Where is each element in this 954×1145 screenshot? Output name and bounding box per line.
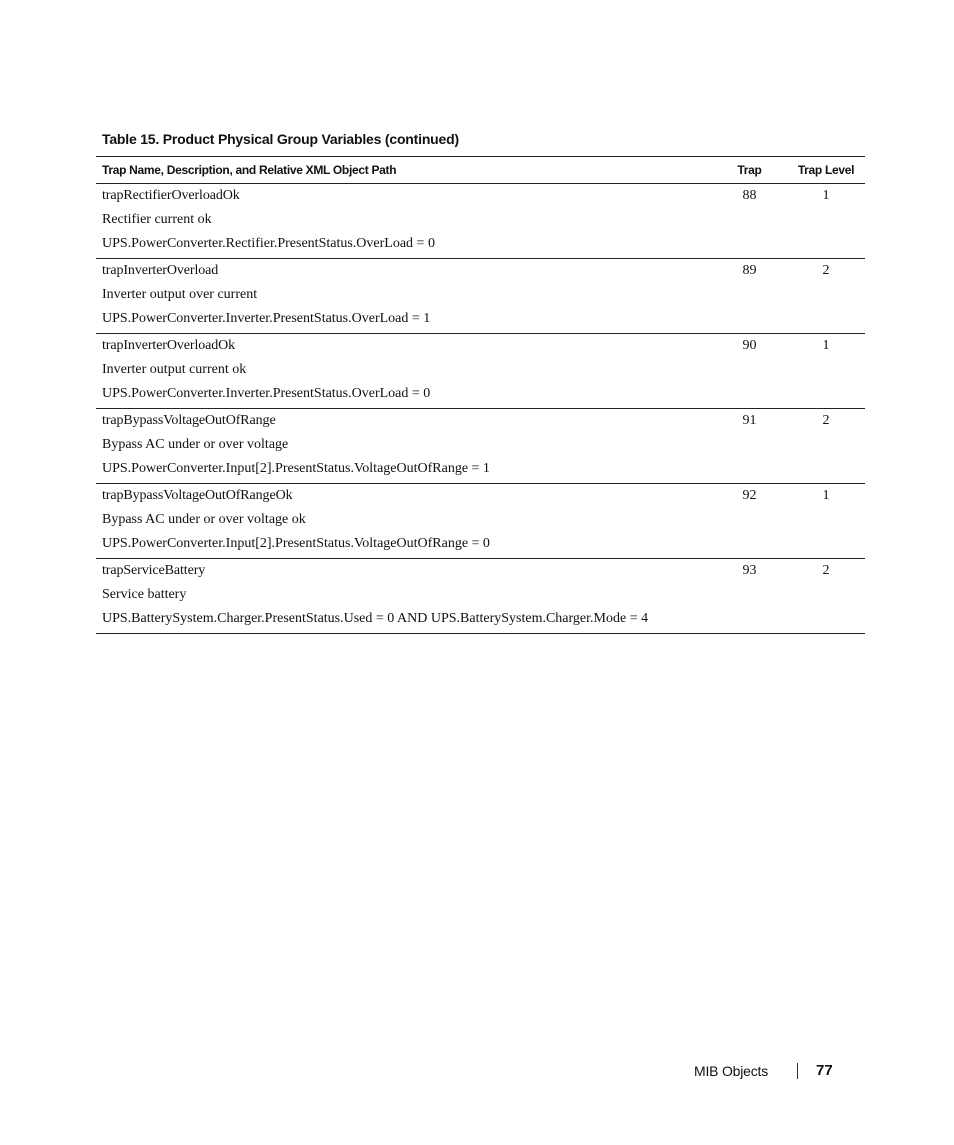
- trap-xml-path: UPS.PowerConverter.Input[2].PresentStatus.VoltageOutOfRange = 1: [102, 461, 490, 476]
- trap-xml-path: UPS.PowerConverter.Inverter.PresentStatus.OverLoad = 1: [102, 311, 431, 326]
- trap-number: 92: [712, 484, 787, 559]
- table-body: [96, 184, 865, 634]
- name-cell: [96, 184, 712, 259]
- trap-name: trapInverterOverload: [102, 263, 219, 278]
- table-row: [96, 259, 865, 334]
- trap-xml-path: UPS.PowerConverter.Inverter.PresentStatus.OverLoad = 0: [102, 386, 431, 401]
- trap-description: Inverter output over current: [102, 287, 258, 302]
- table-header: [96, 157, 865, 184]
- trap-table: [96, 156, 865, 634]
- page-footer: [694, 1062, 833, 1079]
- name-cell: [96, 334, 712, 409]
- trap-level: 1: [787, 484, 865, 559]
- table-row: [96, 184, 865, 259]
- trap-number: 91: [712, 409, 787, 484]
- table-row: [96, 409, 865, 484]
- trap-number: 90: [712, 334, 787, 409]
- trap-description: Service battery: [102, 587, 187, 602]
- trap-level: 2: [787, 259, 865, 334]
- name-cell: [96, 559, 712, 634]
- trap-number: 93: [712, 559, 787, 634]
- trap-xml-path: UPS.BatterySystem.Charger.PresentStatus.Used = 0 AND UPS.BatterySystem.Charger.Mode = 4: [102, 611, 649, 626]
- header-name: Trap Name, Description, and Relative XML Object Path: [96, 157, 712, 184]
- trap-description: Bypass AC under or over voltage ok: [102, 512, 306, 527]
- name-cell: [96, 409, 712, 484]
- trap-name: trapInverterOverloadOk: [102, 338, 236, 353]
- trap-level: 1: [787, 184, 865, 259]
- footer-divider: [797, 1063, 798, 1079]
- trap-xml-path: UPS.PowerConverter.Input[2].PresentStatus.VoltageOutOfRange = 0: [102, 536, 490, 551]
- trap-number: 89: [712, 259, 787, 334]
- table-row: [96, 559, 865, 634]
- trap-level: 2: [787, 409, 865, 484]
- header-trap-level: Trap Level: [787, 157, 865, 184]
- trap-description: Bypass AC under or over voltage: [102, 437, 289, 452]
- trap-xml-path: UPS.PowerConverter.Rectifier.PresentStatus.OverLoad = 0: [102, 236, 435, 251]
- header-row: [96, 157, 865, 184]
- trap-level: 2: [787, 559, 865, 634]
- trap-level: 1: [787, 334, 865, 409]
- trap-description: Rectifier current ok: [102, 212, 212, 227]
- trap-description: Inverter output current ok: [102, 362, 247, 377]
- trap-number: 88: [712, 184, 787, 259]
- table-caption: Table 15. Product Physical Group Variables (continued): [102, 131, 459, 147]
- name-cell: [96, 484, 712, 559]
- name-cell: [96, 259, 712, 334]
- table-row: [96, 334, 865, 409]
- trap-name: trapBypassVoltageOutOfRangeOk: [102, 488, 293, 503]
- footer-section-title: MIB Objects: [694, 1062, 769, 1079]
- trap-name: trapServiceBattery: [102, 563, 206, 578]
- page-number: 77: [816, 1062, 833, 1079]
- trap-name: trapBypassVoltageOutOfRange: [102, 413, 276, 428]
- trap-name: trapRectifierOverloadOk: [102, 188, 240, 203]
- table-row: [96, 484, 865, 559]
- header-trap: Trap: [712, 157, 787, 184]
